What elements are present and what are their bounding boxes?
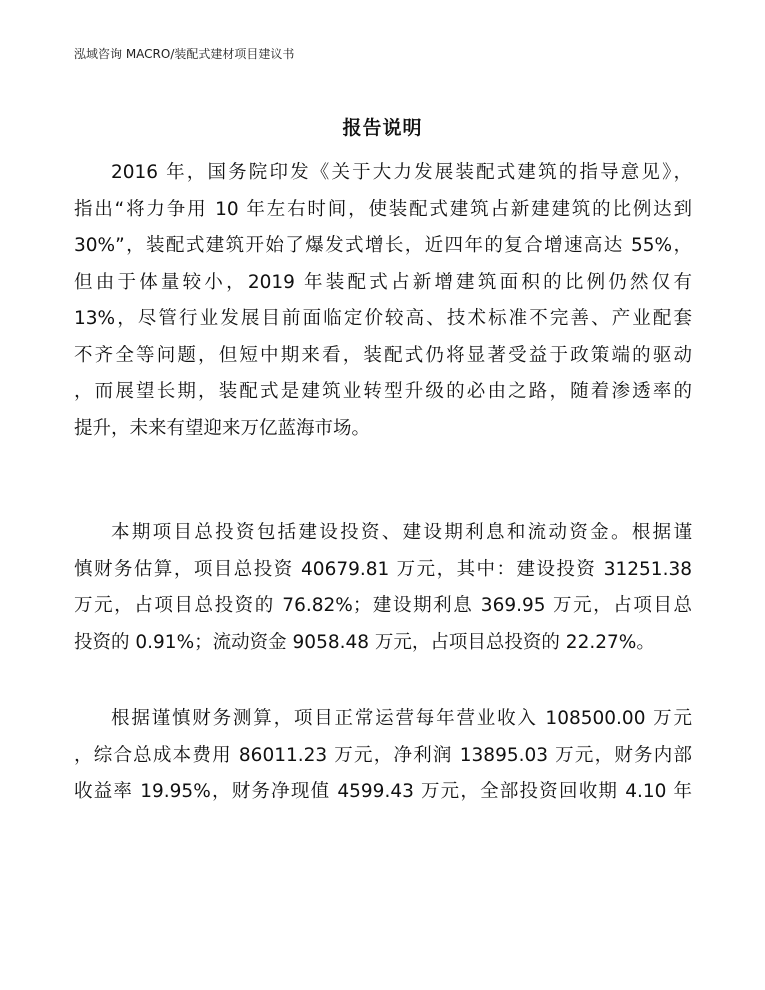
paragraph-line: 慎财务估算，项目总投资 40679.81 万元，其中：建设投资 31251.38	[74, 558, 692, 580]
paragraph-3	[74, 701, 692, 811]
paragraph-line: 收益率 19.95%，财务净现值 4599.43 万元，全部投资回收期 4.10 年	[74, 781, 692, 802]
paragraph-1	[74, 155, 692, 447]
paragraph-line: 30%”，装配式建筑开始了爆发式增长，近四年的复合增速高达 55%，	[74, 235, 692, 256]
paragraph-line: 不齐全等问题，但短中期来看，装配式仍将显著受益于政策端的驱动	[74, 344, 692, 366]
paragraph-line: 提升，未来有望迎来万亿蓝海市场。	[74, 417, 371, 439]
paragraph-line: 2016 年，国务院印发《关于大力发展装配式建筑的指导意见》，	[111, 162, 692, 183]
paragraph-2	[74, 515, 692, 661]
section-title: 报告说明	[342, 117, 423, 139]
paragraph-line: 万元，占项目总投资的 76.82%；建设期利息 369.95 万元，占项目总	[74, 595, 692, 616]
paragraph-line: 指出“将力争用 10 年左右时间，使装配式建筑占新建建筑的比例达到	[74, 198, 692, 220]
paragraph-line: 根据谨慎财务测算，项目正常运营每年营业收入 108500.00 万元	[111, 708, 692, 729]
running-header: 泓域咨询 MACRO/装配式建材项目建议书	[74, 47, 295, 61]
paragraph-line: 13%，尽管行业发展目前面临定价较高、技术标准不完善、产业配套	[74, 308, 692, 329]
paragraph-line: 本期项目总投资包括建设投资、建设期利息和流动资金。根据谨	[111, 522, 692, 543]
paragraph-line: ，而展望长期，装配式是建筑业转型升级的必由之路，随着渗透率的	[74, 381, 692, 402]
paragraph-line: 投资的 0.91%；流动资金 9058.48 万元，占项目总投资的 22.27%。	[74, 631, 655, 653]
paragraph-line: ，综合总成本费用 86011.23 万元，净利润 13895.03 万元，财务内部	[74, 744, 692, 766]
paragraph-line: 但由于体量较小，2019 年装配式占新增建筑面积的比例仍然仅有	[74, 271, 692, 293]
